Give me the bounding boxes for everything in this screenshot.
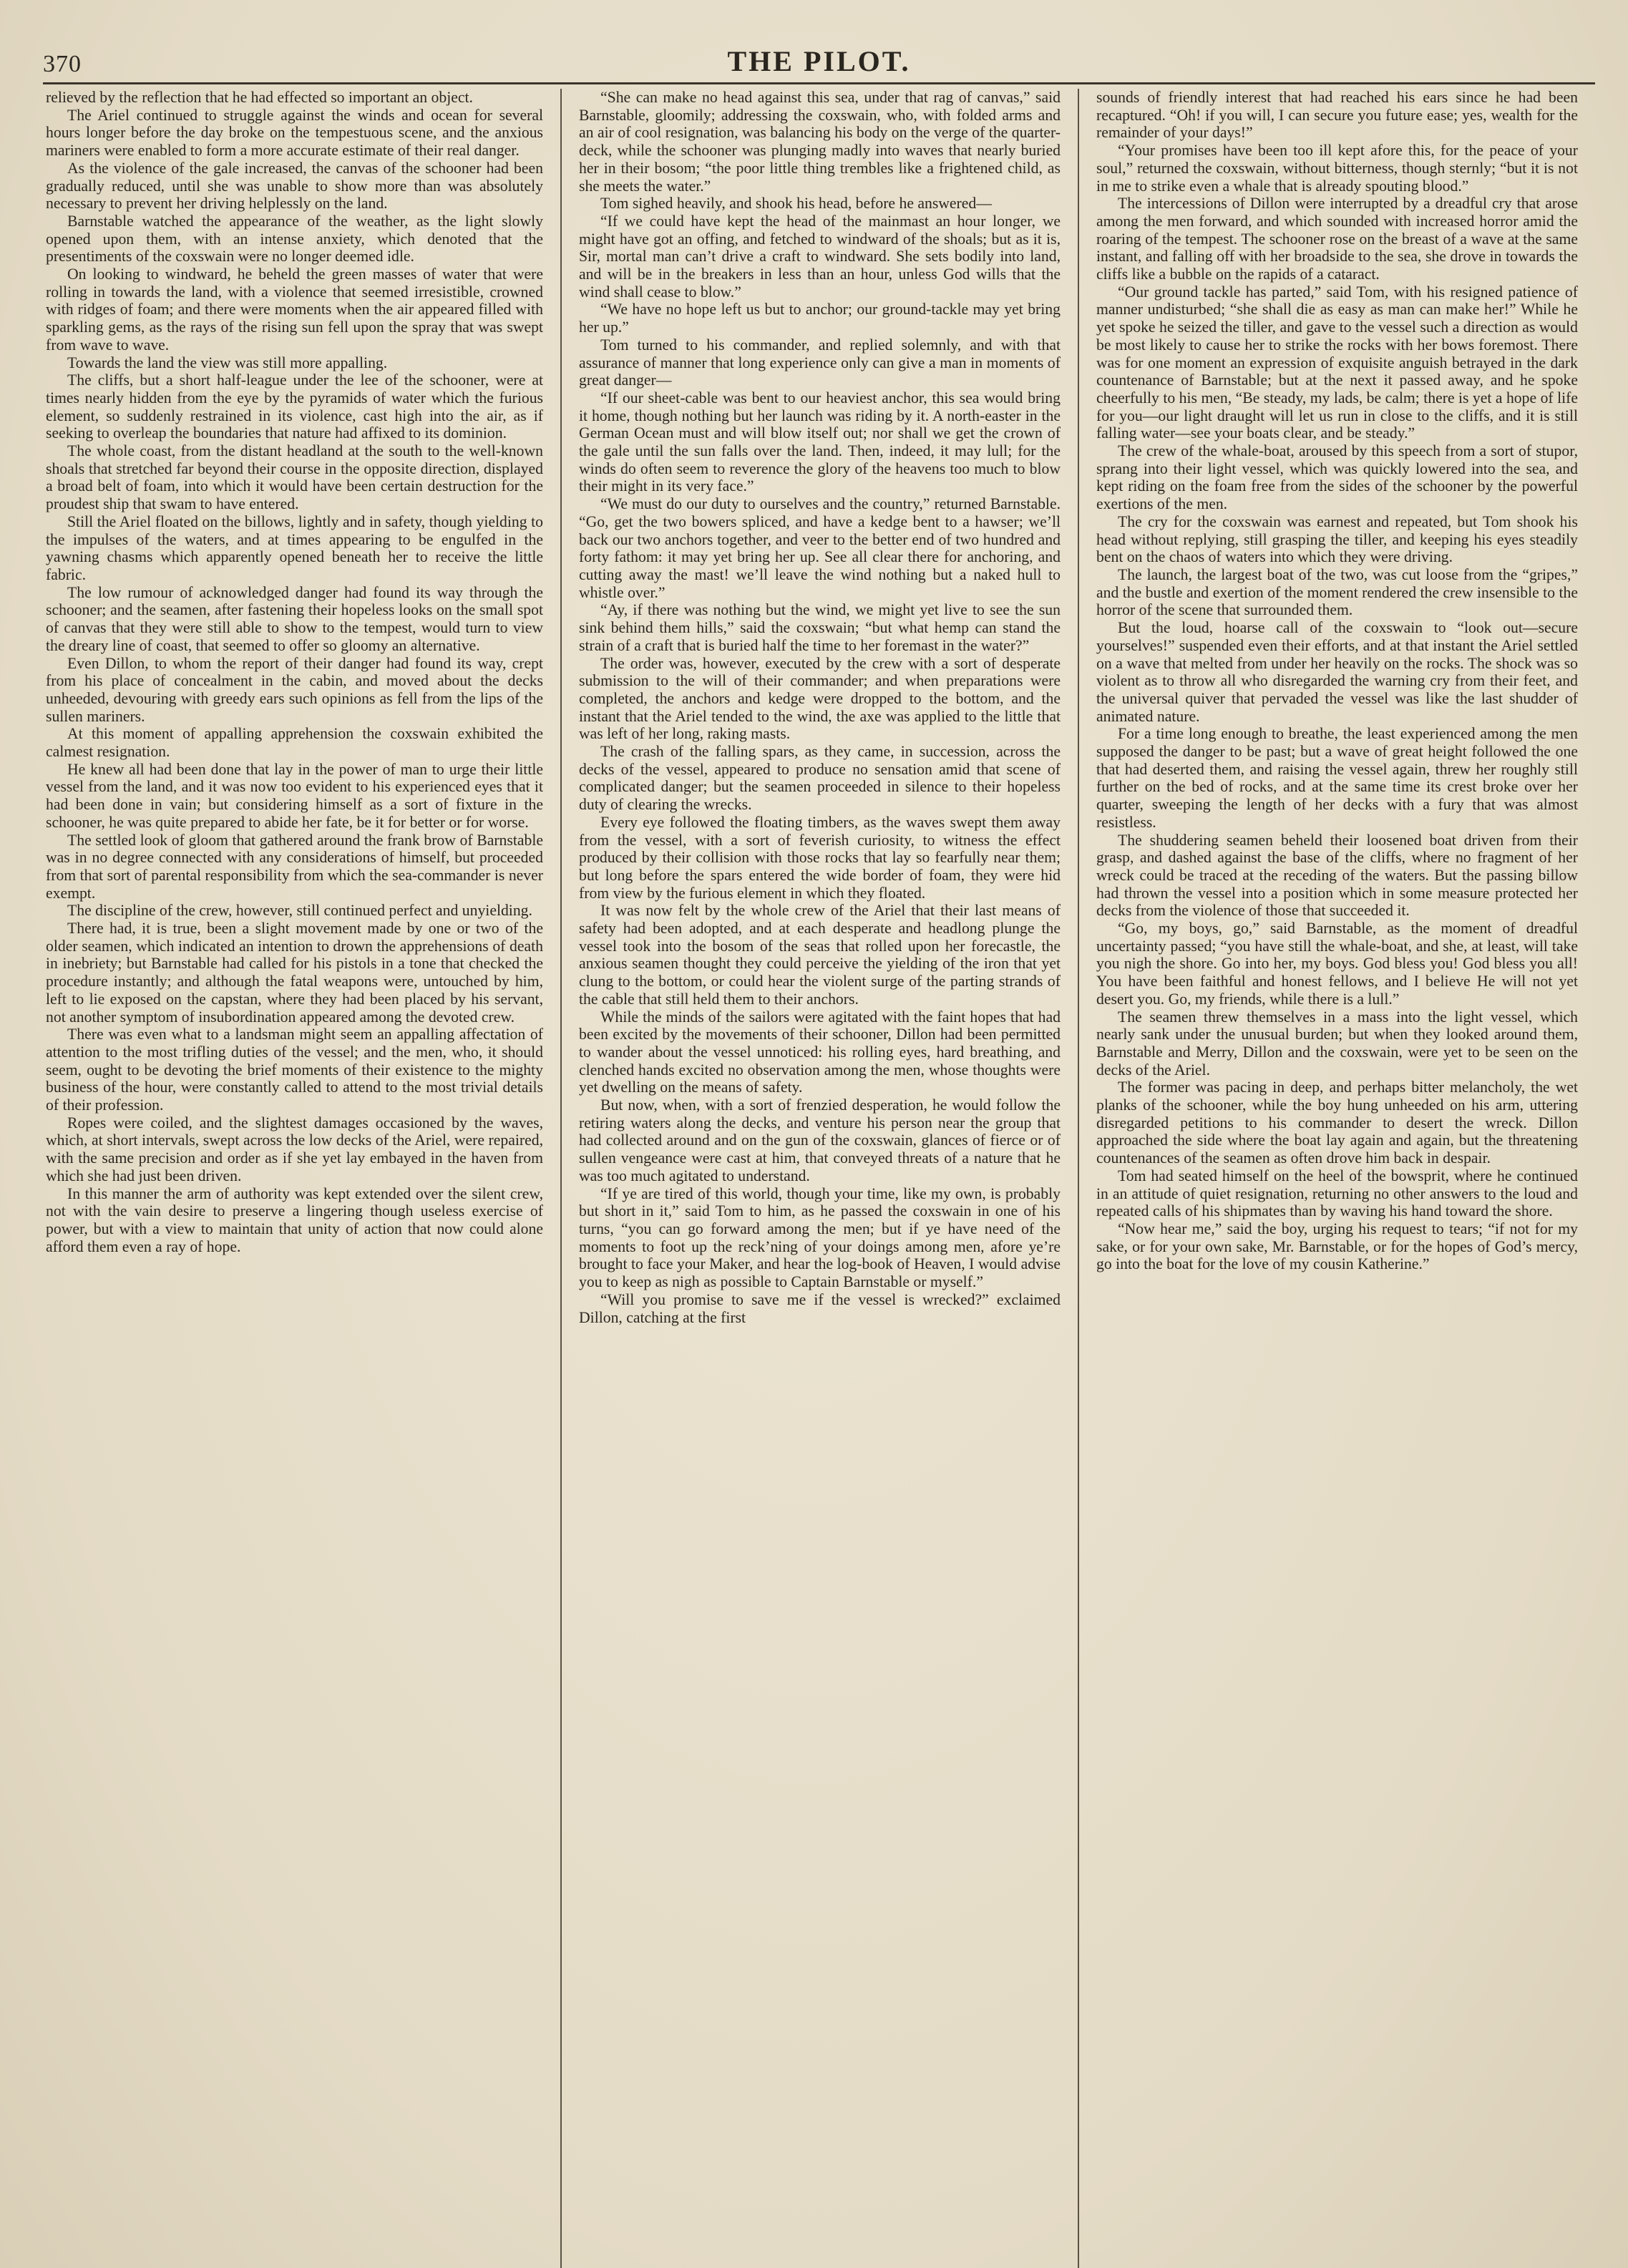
text-columns [43,89,1595,2268]
paragraph: The shuddering seamen beheld their loosened boat driven from their grasp, and dashed against the base of the cliffs, where no fragment of her wreck could be traced at the receding of the waters. But the passing billow had thrown the vessel into a position which in some measure protected her decks from the violence of those that succeeded it. [1096,831,1578,920]
paragraph: For a time long enough to breathe, the least experienced among the men supposed the danger to be past; but a wave of great height followed the one that had deserted them, and raising the vessel again, threw her roughly still further on the bed of rocks, and at the same time its crest broke over her quarter, sweeping the length of her decks with a fury that was almost resistless. [1096,725,1578,831]
paragraph: The cliffs, but a short half-league under the lee of the schooner, were at times nearly hidden from the eye by the pyramids of water which the furious element, so suddenly restrained in its violence, cast high into the air, as if seeking to overleap the boundaries that nature had affixed to its dominion. [46,371,543,442]
paragraph: There was even what to a landsman might seem an appalling affectation of attention to the most trifling duties of the vessel; and the men, who, it should seem, ought to be devoting the brief moments of their existence to the mighty business of the hour, were constantly called to attend to the most trivial details of their profession. [46,1026,543,1114]
running-title: THE PILOT. [727,45,911,77]
paragraph: The intercessions of Dillon were interrupted by a dreadful cry that arose among the men forward, and which sounded with increased horror amid the roaring of the tempest. The schooner rose on the breast of a wave at the same instant, and falling off with her broadside to the sea, she drove in towards the cliffs like a bubble on the rapids of a cataract. [1096,195,1578,283]
paragraph: The former was pacing in deep, and perhaps bitter melancholy, the wet planks of the schooner, while the boy hung unheeded on his arm, uttering disregarded petitions to his commander to desert the wreck. Dillon approached the side where the boat lay again and again, but the threatening countenances of the seamen as often drove him back in despair. [1096,1079,1578,1167]
paragraph: The crash of the falling spars, as they came, in succession, across the decks of the vessel, appeared to produce no sensation amid that scene of complicated danger; but the seamen proceeded in silence to their hopeless duty of clearing the wrecks. [579,743,1061,814]
paragraph: But the loud, hoarse call of the coxswain to “look out—secure yourselves!” suspended even their efforts, and at that instant the Ariel settled on a wave that melted from under her heavily on the rocks. The shock was so violent as to throw all who disregarded the warning cry from their feet, and the universal quiver that pervaded the vessel was like the last shudder of animated nature. [1096,619,1578,725]
paragraph: Tom had seated himself on the heel of the bowsprit, where he continued in an attitude of quiet resignation, returning no other answers to the loud and repeated calls of his shipmates than by waving his hand toward the shore. [1096,1167,1578,1220]
paragraph: But now, when, with a sort of frenzied desperation, he would follow the retiring waters along the decks, and venture his person near the group that had collected around and on the gun of the coxswain, glances of fierce or of sullen vengeance were cast at him, that conveyed threats of a nature that he was too much agitated to understand. [579,1096,1061,1184]
paragraph: It was now felt by the whole crew of the Ariel that their last means of safety had been adopted, and at each desperate and headlong plunge the vessel took into the bosom of the seas that rolled upon her forecastle, the anxious seamen thought they could perceive the yielding of the iron that yet clung to the bottom, or could hear the violent surge of the parting strands of the cable that still held them to their anchors. [579,902,1061,1008]
paragraph: “Go, my boys, go,” said Barnstable, as the moment of dreadful uncertainty passed; “you have still the whale-boat, and she, at least, will take you nigh the shore. Go into her, my boys. God bless you! God bless you all! You have been faithful and honest fellows, and I believe He will not yet desert you. Go, my friends, while there is a lull.” [1096,920,1578,1008]
column-2 [560,89,1078,2268]
paragraph: The cry for the coxswain was earnest and repeated, but Tom shook his head without replying, still grasping the tiller, and keeping his eyes steadily bent on the chaos of waters into which they were driving. [1096,512,1578,566]
paragraph: “Your promises have been too ill kept afore this, for the peace of your soul,” returned the coxswain, without bitterness, though sternly; “but it is not in me to strike even a whale that is already spouting blood.” [1096,142,1578,195]
paragraph: Tom sighed heavily, and shook his head, before he answered— [600,195,992,213]
paragraph: The Ariel continued to struggle against the winds and ocean for several hours longer before the day broke on the tempestuous scene, and the anxious mariners were enabled to form a more accurate estimate of their real danger. [46,106,543,160]
paragraph: The launch, the largest boat of the two, was cut loose from the “gripes,” and the bustle and exertion of the moment rendered the crew insensible to the horror of the scene that surrounded them. [1096,565,1578,619]
paragraph: The crew of the whale-boat, aroused by this speech from a sort of stupor, sprang into their light vessel, which was quickly lowered into the sea, and kept riding on the foam free from the sides of the schooner by the powerful exertions of the men. [1096,442,1578,513]
page-header [43,42,1595,84]
paragraph: The order was, however, executed by the crew with a sort of desperate submission to the will of their commander; and when preparations were completed, the anchors and kedge were dropped to the bottom, and the instant that the Ariel tended to the wind, the axe was applied to the little that was left of her long, raking masts. [579,654,1061,743]
page-number: 370 [43,51,82,77]
paragraph: While the minds of the sailors were agitated with the faint hopes that had been excited by the movements of their schooner, Dillon had been permitted to wander about the vessel unnoticed: his rolling eyes, hard breathing, and clenched hands excited no observation among the men, whose thoughts were yet dwelling on the means of safety. [579,1008,1061,1096]
paragraph: “We have no hope left us but to anchor; our ground-tackle may yet bring her up.” [579,301,1061,336]
column-3 [1078,89,1595,2268]
paragraph: “If we could have kept the head of the mainmast an hour longer, we might have got an offing, and fetched to windward of the shoals; but as it is, Sir, mortal man can’t drive a craft to windward. She sets bodily into land, and will be in the breakers in less than an hour, unless God wills that the wind shall cease to blow.” [579,212,1061,301]
paragraph: Even Dillon, to whom the report of their danger had found its way, crept from his place of concealment in the cabin, and moved about the decks unheeded, devouring with greedy ears such opinions as fell from the lips of the sullen mariners. [46,654,543,725]
paragraph: Every eye followed the floating timbers, as the waves swept them away from the vessel, with a sort of feverish curiosity, to witness the effect produced by their collision with those rocks that lay so fearfully near them; but long before the spars entered the wide border of foam, they were hid from view by the furious element in which they floated. [579,813,1061,902]
paragraph: At this moment of appalling apprehension the coxswain exhibited the calmest resignation. [46,725,543,761]
paragraph: The settled look of gloom that gathered around the frank brow of Barnstable was in no degree connected with any considerations of himself, but proceeded from that sort of parental responsibility from which the sea-commander is never exempt. [46,831,543,902]
paragraph: Ropes were coiled, and the slightest damages occasioned by the waves, which, at short intervals, swept across the low decks of the Ariel, were repaired, with the same precision and order as if she yet lay embayed in the haven from which she had just been driven. [46,1114,543,1184]
paragraph: The low rumour of acknowledged danger had found its way through the schooner; and the seamen, after fastening their hopeless looks on the small spot of canvas that they were still able to show to the tempest, would turn to view the dreary line of coast, that seemed to offer so gloomy an alternative. [46,583,543,654]
paragraph: Barnstable watched the appearance of the weather, as the light slowly opened upon them, with an intense anxiety, which denoted that the presentiments of the coxswain were no longer deemed idle. [46,212,543,266]
paragraph: “If ye are tired of this world, though your time, like my own, is probably but short in it,” said Tom to him, as he passed the coxswain in one of his turns, “you can go forward among the men; but if ye have need of the moments to foot up the reck’ning of your doings among men, afore ye’re brought to face your Maker, and hear the log-book of Heaven, I would advise you to keep as nigh as possible to Captain Barnstable or myself.” [579,1184,1061,1291]
paragraph: “Will you promise to save me if the vessel is wrecked?” exclaimed Dillon, catching at the first [579,1290,1061,1326]
paragraph: Still the Ariel floated on the billows, lightly and in safety, though yielding to the impulses of the waters, and at times appearing to be engulfed in the yawning chasms which apparently opened beneath her to receive the little fabric. [46,512,543,583]
paragraph: He knew all had been done that lay in the power of man to urge their little vessel from the land, and it was now too evident to his experienced eyes that it had been done in vain; but considering himself as a sort of fixture in the schooner, he was quite prepared to abide her fate, be it for better or for worse. [46,760,543,831]
paragraph: Towards the land the view was still more appalling. [67,354,388,371]
paragraph: “Now hear me,” said the boy, urging his request to tears; “if not for my sake, or for your own sake, Mr. Barnstable, or for the hopes of God’s mercy, go into the boat for the love of my cousin Katherine.” [1096,1220,1578,1273]
paragraph: The discipline of the crew, however, still continued perfect and unyielding. [67,902,532,920]
paragraph: sounds of friendly interest that had reached his ears since he had been recaptured. “Oh! if you will, I can secure you future ease; yes, wealth for the remainder of your days!” [1096,89,1578,142]
paragraph: There had, it is true, been a slight movement made by one or two of the older seamen, which indicated an intention to drown the apprehensions of death in inebriety; but Barnstable had called for his pistols in a tone that checked the procedure instantly; and although the fatal weapons were, untouched by him, left to lie exposed on the capstan, where they had been placed by his servant, not another symptom of insubordination appeared among the devoted crew. [46,920,543,1026]
paragraph: “Ay, if there was nothing but the wind, we might yet live to see the sun sink behind them hills,” said the coxswain; “but what hemp can stand the strain of a craft that is buried half the time to her foremast in the water?” [579,601,1061,654]
paragraph: On looking to windward, he beheld the green masses of water that were rolling in towards the land, with a violence that seemed irresistible, crowned with ridges of foam; and there were moments when the air appeared filled with sparkling gems, as the rays of the rising sun fell upon the spray that was swept from wave to wave. [46,266,543,354]
paragraph: “She can make no head against this sea, under that rag of canvas,” said Barnstable, gloomily; addressing the coxswain, who, with folded arms and an air of cool resignation, was balancing his body on the verge of the quarter-deck, while the schooner was plunging madly into waves that nearly buried her in their bosom; “the poor little thing trembles like a frightened child, as she meets the water.” [579,89,1061,195]
paragraph: relieved by the reflection that he had effected so important an object. [46,89,473,106]
paragraph: “We must do our duty to ourselves and the country,” returned Barnstable. “Go, get the two bowers spliced, and have a kedge bent to a hawser; we’ll back our two anchors together, and veer to the better end of two hundred and forty fathom: it may yet bring her up. See all clear there for anchoring, and cutting away the mast! we’ll leave the wind nothing but a naked hull to whistle over.” [579,495,1061,601]
column-1 [43,89,560,2268]
paragraph: In this manner the arm of authority was kept extended over the silent crew, not with the vain desire to preserve a lingering though useless exercise of power, but with a view to maintain that unity of action that now could alone afford them even a ray of hope. [46,1184,543,1255]
paragraph: Tom turned to his commander, and replied solemnly, and with that assurance of manner that long experience only can give a man in moments of great danger— [579,336,1061,389]
paragraph: “Our ground tackle has parted,” said Tom, with his resigned patience of manner undisturbed; “she shall die as easy as man can make her!” While he yet spoke he seized the tiller, and gave to the vessel such a direction as would be most likely to cause her to strike the rocks with her bows foremost. There was for one moment an expression of exquisite anguish betrayed in the dark countenance of Barnstable; but at the next it passed away, and he spoke cheerfully to his men, “Be steady, my lads, be calm; there is yet a hope of life for you—our light draught will let us run in close to the cliffs, and it is still falling water—see your boats clear, and be steady.” [1096,283,1578,442]
paragraph: The whole coast, from the distant headland at the south to the well-known shoals that stretched far beyond their course in the opposite direction, displayed a broad belt of foam, into which it would have been certain destruction for the proudest ship that swam to have entered. [46,442,543,513]
paragraph: As the violence of the gale increased, the canvas of the schooner had been gradually reduced, until she was unable to show more than was absolutely necessary to prevent her driving helplessly on the land. [46,159,543,213]
paragraph: “If our sheet-cable was bent to our heaviest anchor, this sea would bring it home, though nothing but her launch was riding by it. A north-easter in the German Ocean must and will blow itself out; nor shall we get the crown of the gale until the sun falls over the land. Then, indeed, it may lull; for the winds do often seem to reverence the glory of the heavens too much to blow their might in its very face.” [579,389,1061,495]
paragraph: The seamen threw themselves in a mass into the light vessel, which nearly sank under the unusual burden; but when they looked around them, Barnstable and Merry, Dillon and the coxswain, were yet to be seen on the decks of the Ariel. [1096,1008,1578,1079]
